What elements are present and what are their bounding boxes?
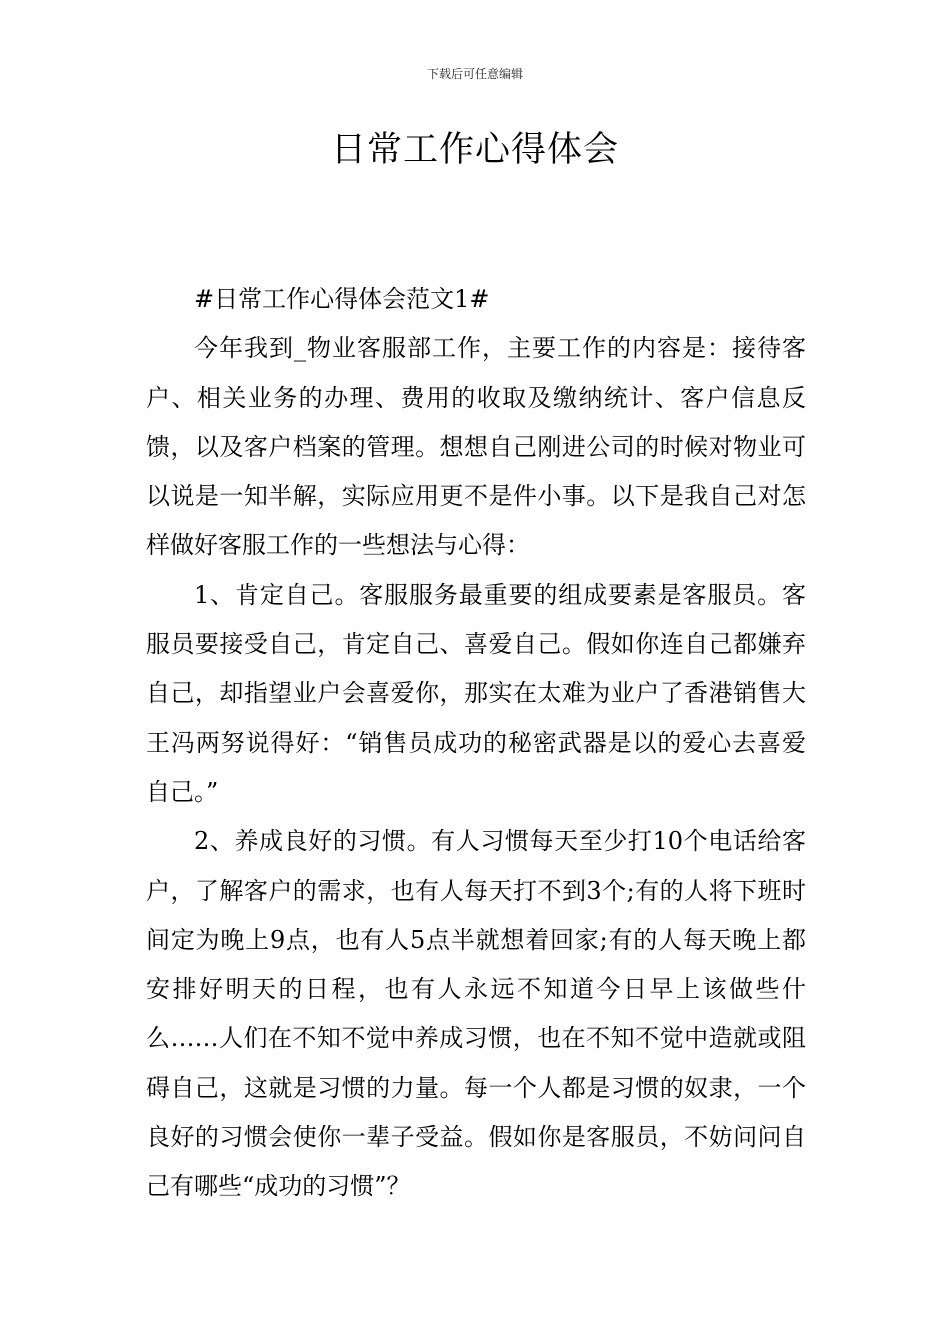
paragraph-point-1: 1、肯定自己。客服服务最重要的组成要素是客服员。客服员要接受自己，肯定自己、喜爱自己。假如你连自己都嫌弃自己，却指望业户会喜爱你，那实在太难为业户了香港销售大王冯两努说得好：“销售员成功的秘密武器是以的爱心去喜爱自己。” xyxy=(146,580,806,806)
document-title: 日常工作心得体会 xyxy=(330,130,619,170)
paragraph-intro: 今年我到_物业客服部工作，主要工作的内容是：接待客户、相关业务的办理、费用的收取及缴纳统计、客户信息反馈，以及客户档案的管理。想想自己刚进公司的时候对物业可以说是一知半解，实际应用更不是件小事。以下是我自己对怎样做好客服工作的一些想法与心得： xyxy=(146,334,806,560)
document-body xyxy=(146,275,806,1212)
section-heading: #日常工作心得体会范文1# xyxy=(194,285,490,313)
paragraph-point-2: 2、养成良好的习惯。有人习惯每天至少打10个电话给客户，了解客户的需求，也有人每天打不到3个;有的人将下班时间定为晚上9点，也有人5点半就想着回家;有的人每天晚上都安排好明天的日程，也有人永远不知道今日早上该做些什么……人们在不知不觉中养成习惯，也在不知不觉中造就或阻碍自己，这就是习惯的力量。每一个人都是习惯的奴隶，一个良好的习惯会使你一辈子受益。假如你是客服员，不妨问问自己有哪些“成功的习惯”？ xyxy=(146,827,806,1201)
header-note: 下载后可任意编辑 xyxy=(426,67,523,81)
